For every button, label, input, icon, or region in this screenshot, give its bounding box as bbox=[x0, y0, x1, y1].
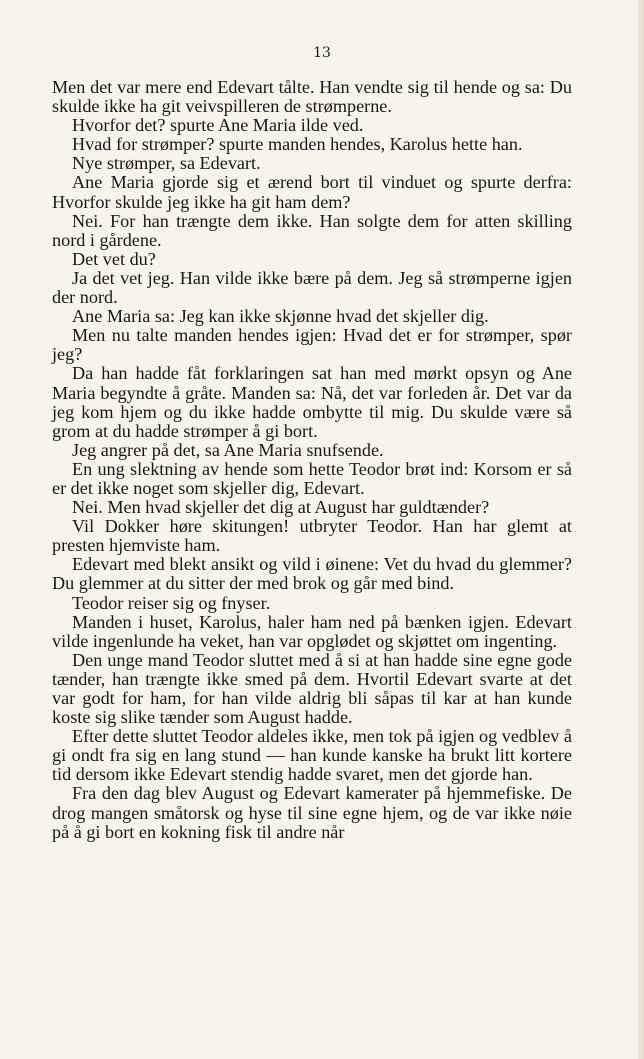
paragraph: Nei. Men hvad skjeller det dig at August har guldtænder? bbox=[72, 497, 490, 518]
page-number: 13 bbox=[313, 45, 331, 61]
paragraph: Efter dette sluttet Teodor aldeles ikke, men tok på igjen og vedblev å gi ondt fra sig en lang stund — han kunde kanske ha brukt litt kortere tid dersom ikke Edevart stendig hadde svaret, men det gjorde han. bbox=[52, 726, 572, 785]
paragraph: Edevart med blekt ansikt og vild i øinene: Vet du hvad du glemmer? Du glemmer at du sitter der med brok og går med bind. bbox=[52, 554, 572, 594]
paragraph: Manden i huset, Karolus, haler ham ned på bænken igjen. Edevart vilde ingenlunde ha veket, han var opglødet og skjøttet om ingenting. bbox=[52, 611, 572, 651]
paragraph: Jeg angrer på det, sa Ane Maria snufsende. bbox=[72, 439, 384, 460]
paragraph: Den unge mand Teodor sluttet med å si at han hadde sine egne gode tænder, han trængte ikke smed på dem. Hvortil Edevart svarte at det var godt for ham, for han vilde aldrig bli såpas til kar at han kunde koste sig slike tænder som August hadde. bbox=[52, 649, 572, 728]
paragraph: Nye strømper, sa Edevart. bbox=[72, 153, 261, 174]
body-text bbox=[52, 78, 572, 842]
paragraph: Ane Maria gjorde sig et ærend bort til vinduet og spurte derfra: Hvorfor skulde jeg ikke ha git ham dem? bbox=[52, 172, 572, 212]
paragraph: Fra den dag blev August og Edevart kamerater på hjemmefiske. De drog mangen småtorsk og hyse til sine egne hjem, og de var ikke nøie på å gi bort en kokning fisk til andre når bbox=[52, 783, 572, 842]
paragraph: Ane Maria sa: Jeg kan ikke skjønne hvad det skjeller dig. bbox=[72, 306, 489, 327]
paragraph: Det vet du? bbox=[72, 248, 156, 269]
paragraph: Da han hadde fåt forklaringen sat han med mørkt opsyn og Ane Maria begyndte å gråte. Manden sa: Nå, det var forleden år. Det var da jeg kom hjem og du ikke hadde ombytte til mig. Du skulde være så grom at du hadde strømper å gi bort. bbox=[52, 363, 572, 441]
paragraph: Men nu talte manden hendes igjen: Hvad det er for strømper, spør jeg? bbox=[52, 325, 572, 365]
paragraph: Hvorfor det? spurte Ane Maria ilde ved. bbox=[72, 115, 364, 136]
page-edge bbox=[638, 0, 644, 1059]
paragraph: Nei. For han trængte dem ikke. Han solgte dem for atten skilling nord i gårdene. bbox=[52, 210, 572, 250]
paragraph: Hvad for strømper? spurte manden hendes, Karolus hette han. bbox=[72, 134, 523, 155]
paragraph: En ung slektning av hende som hette Teodor brøt ind: Korsom er så er det ikke noget som skjeller dig, Edevart. bbox=[52, 458, 572, 498]
paragraph: Vil Dokker høre skitungen! utbryter Teodor. Han har glemt at presten hjemviste ham. bbox=[52, 516, 572, 556]
paragraph: Teodor reiser sig og fnyser. bbox=[72, 592, 271, 613]
paragraph: Ja det vet jeg. Han vilde ikke bære på dem. Jeg så strømperne igjen der nord. bbox=[52, 267, 572, 308]
paragraph: Men det var mere end Edevart tålte. Han vendte sig til hende og sa: Du skulde ikke ha git veivspilleren de strømperne. bbox=[52, 77, 572, 117]
